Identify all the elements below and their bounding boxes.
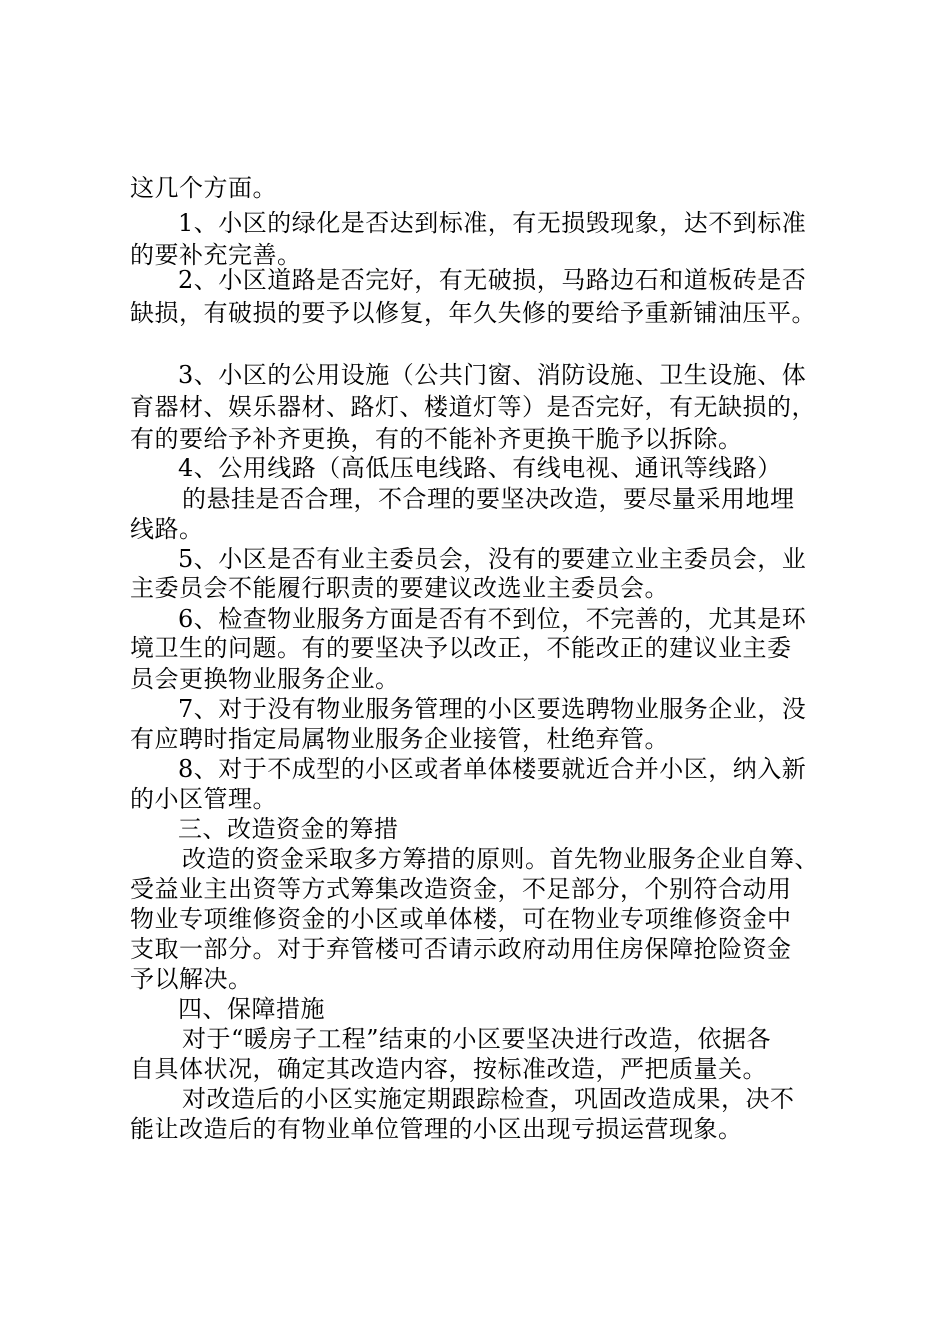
text-line: 员会更换物业服务企业。	[130, 665, 400, 693]
text-line: 境卫生的问题。有的要坚决予以改正，不能改正的建议业主委	[130, 634, 792, 662]
section-heading: 三、改造资金的筹措	[178, 815, 399, 843]
text-line: 8、对于不成型的小区或者单体楼要就近合并小区，纳入新	[178, 755, 807, 783]
text-line: 支取一部分。对于弃管楼可否请示政府动用住房保障抢险资金	[130, 935, 792, 963]
text-line: 这几个方面。	[130, 174, 277, 202]
text-line: 1、小区的绿化是否达到标准，有无损毁现象，达不到标准	[178, 209, 807, 237]
text-line: 缺损，有破损的要予以修复，年久失修的要给予重新铺油压平。	[130, 299, 816, 327]
text-line: 对改造后的小区实施定期跟踪检查，巩固改造成果，决不	[182, 1085, 795, 1113]
text-line: 的悬挂是否合理，不合理的要坚决改造，要尽量采用地埋	[182, 485, 795, 513]
text-line: 自具体状况，确定其改造内容，按标准改造，严把质量关。	[130, 1055, 767, 1083]
text-line: 的要补充完善。	[130, 241, 302, 269]
text-line: 育器材、娱乐器材、路灯、楼道灯等）是否完好，有无缺损的，	[130, 393, 816, 421]
text-line: 7、对于没有物业服务管理的小区要选聘物业服务企业，没	[178, 695, 807, 723]
text-line: 物业专项维修资金的小区或单体楼，可在物业专项维修资金中	[130, 905, 792, 933]
section-heading: 四、保障措施	[178, 995, 325, 1023]
text-line: 受益业主出资等方式筹集改造资金，不足部分，个别符合动用	[130, 875, 792, 903]
text-line: 主委员会不能履行职责的要建议改选业主委员会。	[130, 574, 669, 602]
text-line: 3、小区的公用设施（公共门窗、消防设施、卫生设施、体	[178, 361, 807, 389]
text-line: 予以解决。	[130, 965, 253, 993]
text-line: 对于“暖房子工程”结束的小区要坚决进行改造，依据各	[182, 1025, 772, 1053]
text-line: 有应聘时指定局属物业服务企业接管，杜绝弃管。	[130, 725, 669, 753]
text-line: 6、检查物业服务方面是否有不到位，不完善的，尤其是环	[178, 605, 807, 633]
text-line: 线路。	[130, 515, 204, 543]
text-line: 改造的资金采取多方筹措的原则。首先物业服务企业自筹、	[182, 845, 819, 873]
text-line: 能让改造后的有物业单位管理的小区出现亏损运营现象。	[130, 1115, 743, 1143]
text-line: 5、小区是否有业主委员会，没有的要建立业主委员会，业	[178, 545, 807, 573]
text-line: 4、公用线路（高低压电线路、有线电视、通讯等线路）	[178, 454, 782, 482]
text-line: 的小区管理。	[130, 785, 277, 813]
text-line: 有的要给予补齐更换，有的不能补齐更换干脆予以拆除。	[130, 425, 743, 453]
text-line: 2、小区道路是否完好，有无破损，马路边石和道板砖是否	[178, 266, 807, 294]
